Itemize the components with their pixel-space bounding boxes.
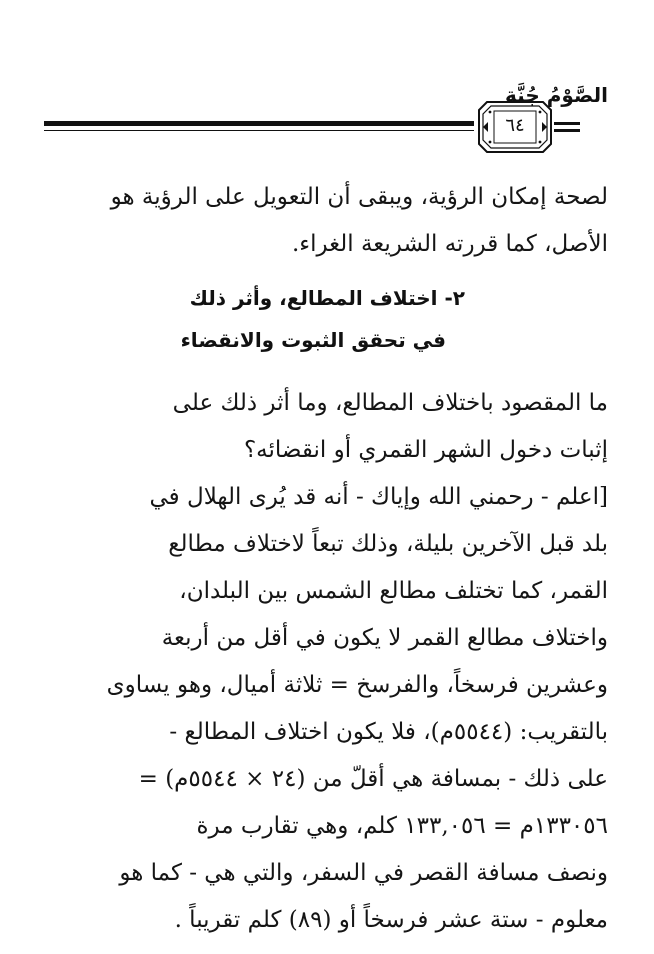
- section-heading-line-1: ٢- اختلاف المطالع، وأثر ذلك: [189, 286, 465, 310]
- text-line: القمر، كما تختلف مطالع الشمس بين البلدان،: [179, 578, 608, 604]
- header-rule-thin: [44, 130, 474, 131]
- text-line: لصحة إمكان الرؤية، ويبقى أن التعويل على الرؤية هو: [110, 184, 608, 210]
- paragraph-question: [46, 380, 608, 474]
- text-line: معلوم - ستة عشر فرسخاً أو (٨٩) كلم تقريباً .: [174, 907, 608, 933]
- text-line: بالتقريب: (٥٥٤٤م)، فلا يكون اختلاف المطالع -: [169, 719, 608, 745]
- page-number: ٦٤: [505, 115, 525, 136]
- paragraph-answer: [46, 474, 608, 944]
- header-rule-right-top: [554, 122, 580, 125]
- header-rule-thick: [44, 121, 474, 126]
- header-rule-right-bottom: [554, 129, 580, 132]
- text-line: [اعلم - رحمني الله وإياك - أنه قد يُرى الهلال في: [149, 484, 608, 510]
- text-line: ما المقصود باختلاف المطالع، وما أثر ذلك على: [172, 390, 608, 416]
- section-heading-line-2: في تحقق الثبوت والانقضاء: [180, 328, 446, 352]
- text-line: على ذلك - بمسافة هي أقلّ من (٢٤ × ٥٥٤٤م) =: [138, 766, 608, 792]
- text-line: إثبات دخول الشهر القمري أو انقضائه؟: [243, 437, 608, 463]
- text-line: بلد قبل الآخرين بليلة، وذلك تبعاً لاختلاف مطالع: [168, 531, 608, 557]
- text-line: ونصف مسافة القصر في السفر، والتي هي - كما هو: [119, 860, 608, 886]
- text-line: واختلاف مطالع القمر لا يكون في أقل من أربعة: [161, 625, 608, 651]
- text-line: وعشرين فرسخاً، والفرسخ = ثلاثة أميال، وهو يساوى: [106, 672, 608, 698]
- text-line: الأصل، كما قررته الشريعة الغراء.: [291, 231, 608, 257]
- text-line: ١٣٣٠٥٦م = ١٣٣,٠٥٦ كلم، وهي تقارب مرة: [196, 813, 608, 839]
- running-title: الصَّوْمُ جُنَّة: [505, 83, 608, 107]
- page-number-badge: [477, 100, 553, 154]
- paragraph-continuation: [46, 174, 608, 268]
